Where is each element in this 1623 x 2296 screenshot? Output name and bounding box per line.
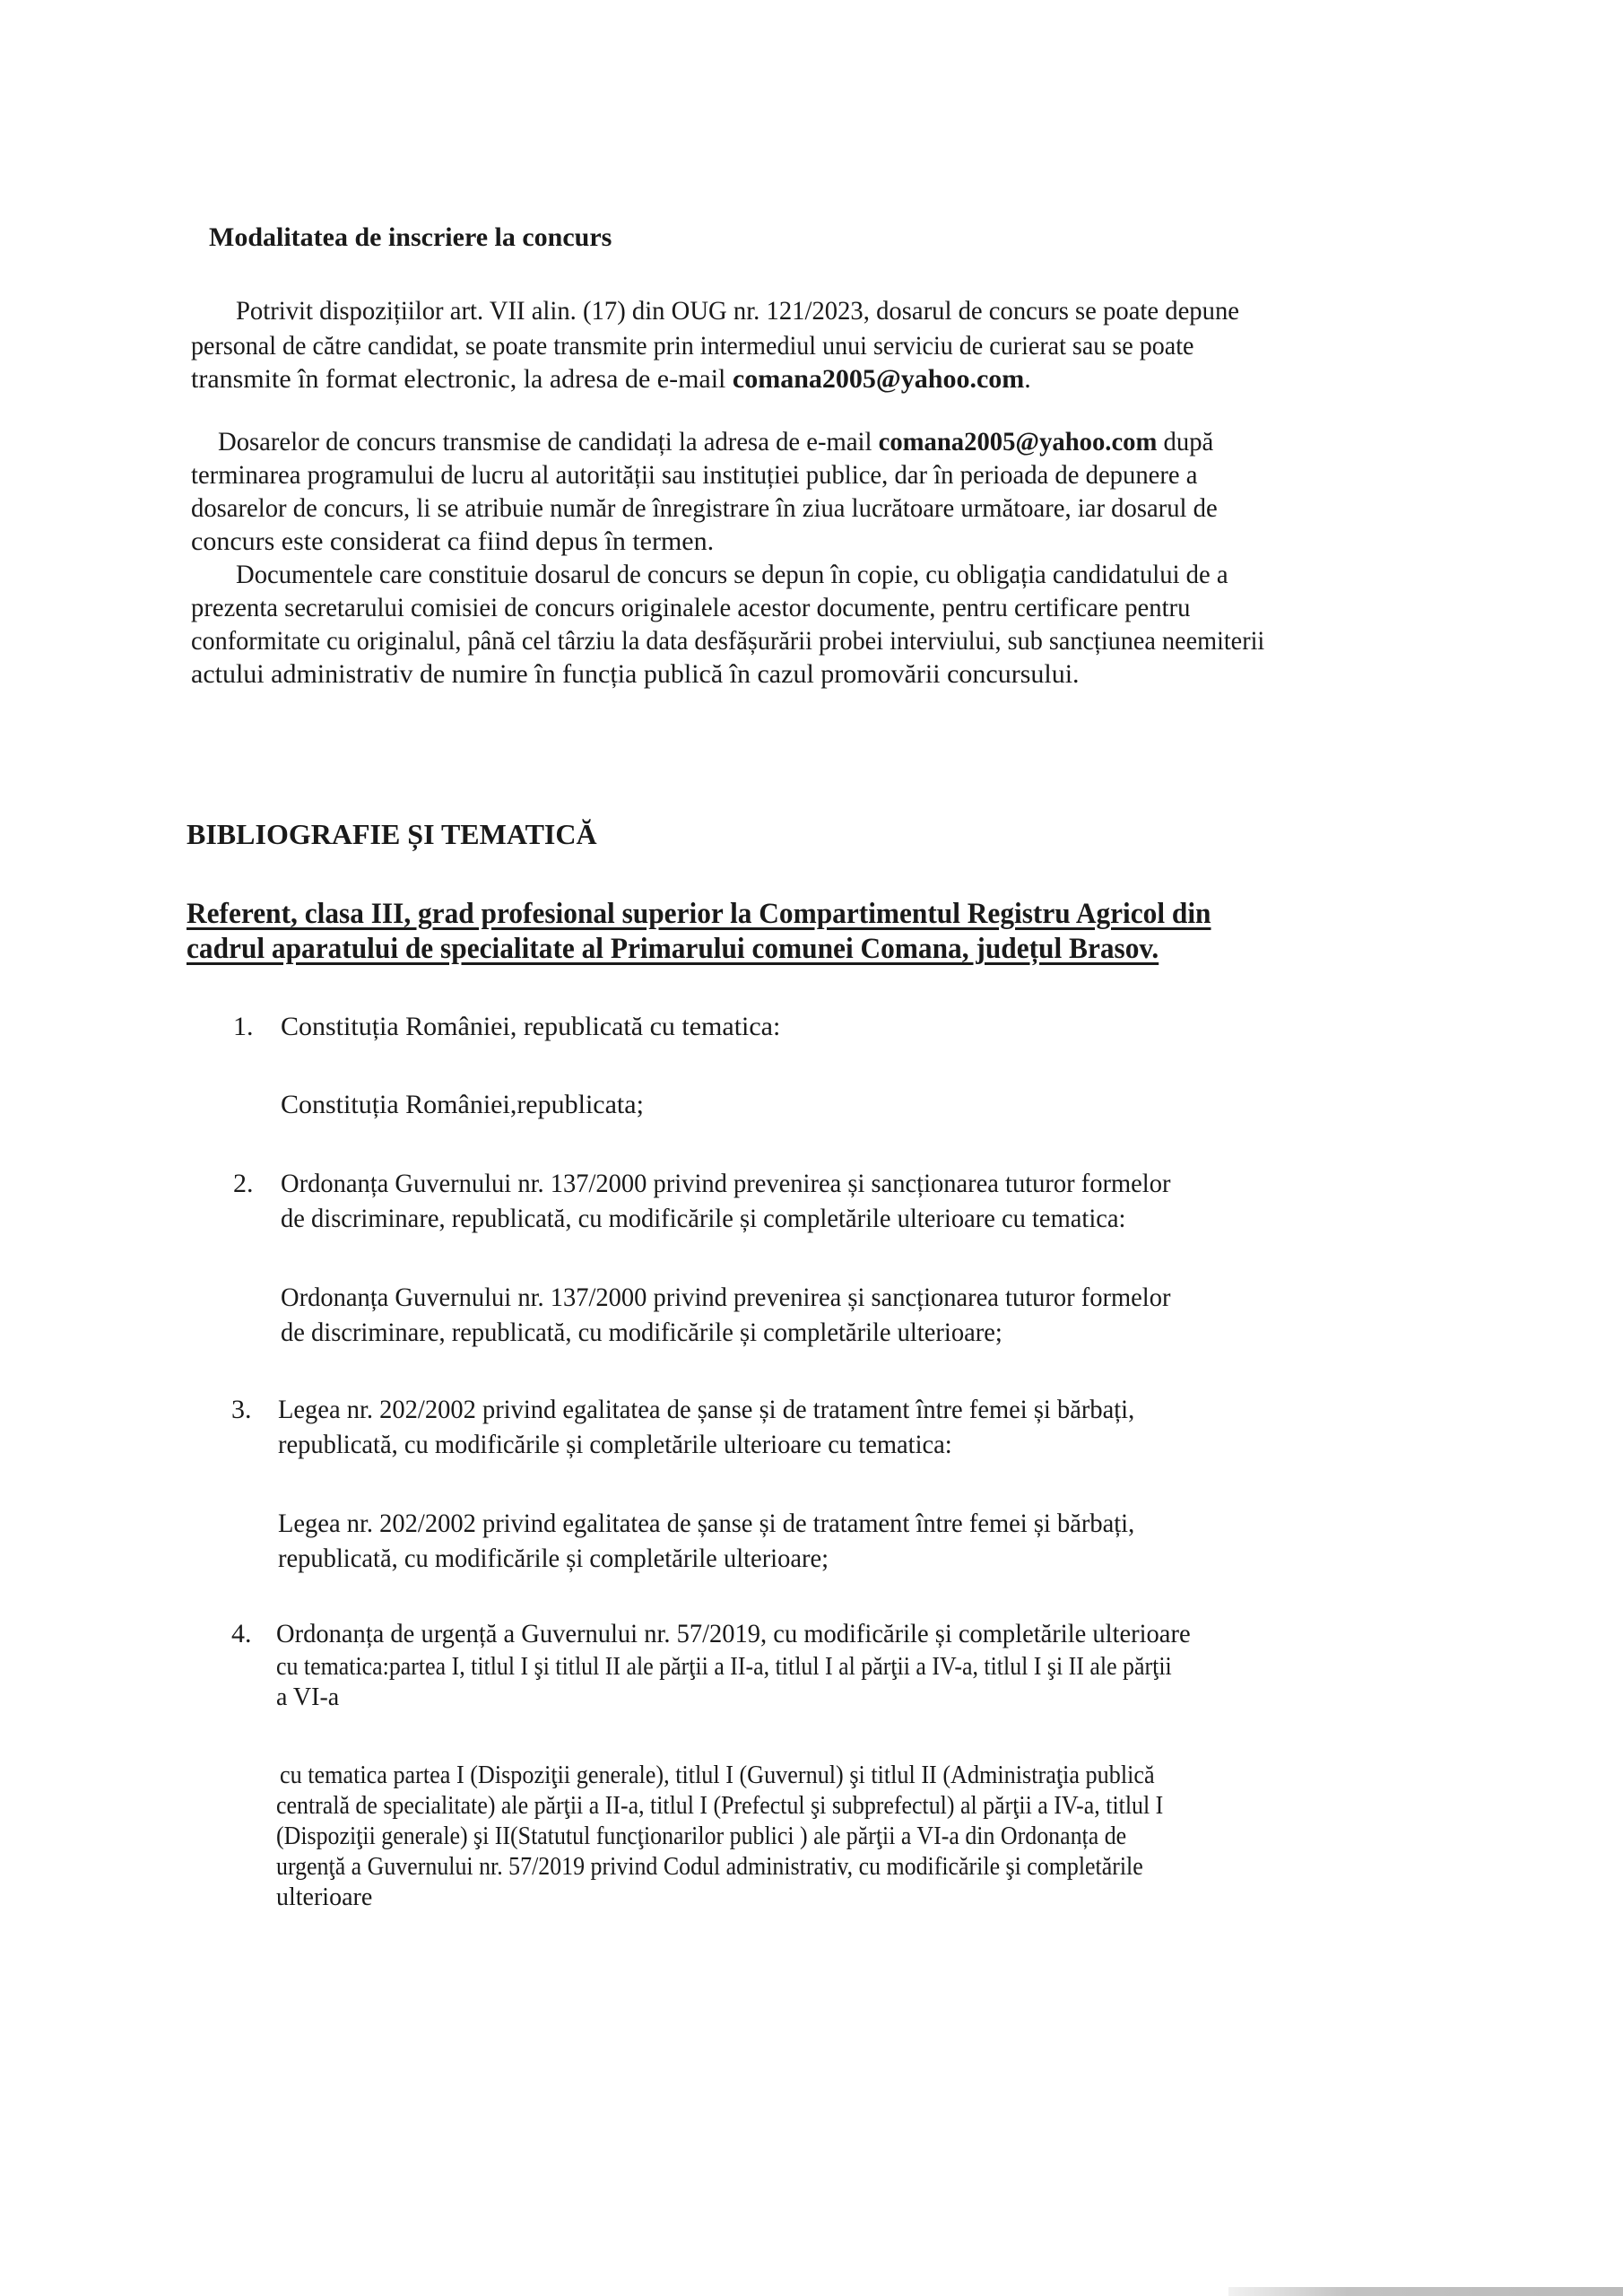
paragraph-line: terminarea programului de lucru al autorității sau instituției publice, dar în perioada de depunere a: [191, 460, 1198, 490]
section-title-bibliografie: BIBLIOGRAFIE ȘI TEMATICĂ: [187, 818, 597, 850]
paragraph-line: dosarelor de concurs, li se atribuie număr de înregistrare în ziua lucrătoare următoare, iar dosarul de: [191, 493, 1218, 523]
paragraph-line: concurs este considerat ca fiind depus în termen.: [191, 526, 715, 556]
paragraph-line: Potrivit dispozițiilor art. VII alin. (17) din OUG nr. 121/2023, dosarul de concurs se poate depune: [236, 296, 1240, 326]
paragraph-line: actului administrativ de numire în funcția publică în cazul promovării concursului.: [191, 659, 1080, 689]
item-line: Constituția României, republicată cu tematica:: [281, 1012, 781, 1041]
email-link[interactable]: comana2005@yahoo.com: [878, 427, 1158, 457]
tematica-line: (Dispoziţii generale) şi II(Statutul funcţionarilor publici ) ale părţii a VI-a din Ordonanța de: [276, 1822, 1127, 1850]
item-line: Legea nr. 202/2002 privind egalitatea de șanse și de tratament între femei și bărbați,: [278, 1395, 1135, 1424]
list-number: 2.: [233, 1169, 254, 1198]
paragraph-line: Documentele care constituie dosarul de concurs se depun în copie, cu obligația candidatului de a: [236, 560, 1228, 589]
email-link[interactable]: comana2005@yahoo.com: [732, 364, 1025, 394]
item-line: cu tematica:partea I, titlul I şi titlul II ale părţii a II-a, titlul I al părţii a IV-a, titlul I şi II ale părţii: [276, 1653, 1172, 1681]
position-line: cadrul aparatului de specialitate al Primarului comunei Comana, județul Brasov.: [187, 933, 1159, 965]
item-line: a VI-a: [276, 1683, 340, 1711]
tematica-line: ulterioare: [276, 1883, 373, 1911]
item-line: Ordonanța Guvernului nr. 137/2000 privind prevenirea și sancționarea tuturor formelor: [281, 1169, 1171, 1198]
paragraph-text: transmite în format electronic, la adresa de e-mail: [191, 364, 733, 394]
item-line: de discriminare, republicată, cu modificările și completările ulterioare cu tematica:: [281, 1204, 1126, 1233]
list-number: 3.: [231, 1395, 252, 1424]
list-number: 1.: [233, 1012, 254, 1041]
paragraph-line: personal de către candidat, se poate transmite prin intermediul unui serviciu de curierat sau se poate: [191, 331, 1194, 361]
paragraph-text: .: [1024, 364, 1031, 394]
scan-edge-shadow: [1228, 2287, 1623, 2296]
section-title-inscriere: Modalitatea de inscriere la concurs: [209, 222, 612, 252]
tematica-line: centrală de specialitate) ale părţii a II-a, titlul I (Prefectul şi subprefectul) al părţii a IV-a, titlul I: [276, 1792, 1164, 1820]
tematica-line: de discriminare, republicată, cu modificările și completările ulterioare;: [281, 1318, 1002, 1347]
paragraph-line: [191, 364, 1031, 395]
paragraph-text: Dosarelor de concurs transmise de candidați la adresa de e-mail: [218, 427, 879, 457]
tematica-line: Legea nr. 202/2002 privind egalitatea de șanse și de tratament între femei și bărbați,: [278, 1509, 1135, 1538]
tematica-line: cu tematica partea I (Dispoziţii generale), titlul I (Guvernul) şi titlul II (Administraţia publică: [280, 1761, 1155, 1789]
position-line: Referent, clasa III, grad profesional superior la Compartimentul Registru Agricol din: [187, 898, 1211, 930]
list-number: 4.: [231, 1619, 252, 1648]
paragraph-line: conformitate cu originalul, până cel târziu la data desfășurării probei interviului, sub sancțiunea neemiterii: [191, 626, 1265, 656]
tematica-line: Ordonanța Guvernului nr. 137/2000 privind prevenirea și sancționarea tuturor formelor: [281, 1283, 1171, 1312]
item-line: Ordonanța de urgență a Guvernului nr. 57/2019, cu modificările și completările ulterioare: [276, 1619, 1191, 1648]
tematica-line: Constituția României,republicata;: [281, 1090, 644, 1119]
paragraph-line: prezenta secretarului comisiei de concurs originalele acestor documente, pentru certificare pentru: [191, 593, 1191, 622]
tematica-line: republicată, cu modificările și completările ulterioare;: [278, 1544, 829, 1573]
item-line: republicată, cu modificările și completările ulterioare cu tematica:: [278, 1430, 952, 1459]
paragraph-text: după: [1157, 427, 1214, 457]
paragraph-line: [218, 427, 1213, 457]
tematica-line: urgenţă a Guvernului nr. 57/2019 privind Codul administrativ, cu modificările şi completările: [276, 1853, 1143, 1881]
